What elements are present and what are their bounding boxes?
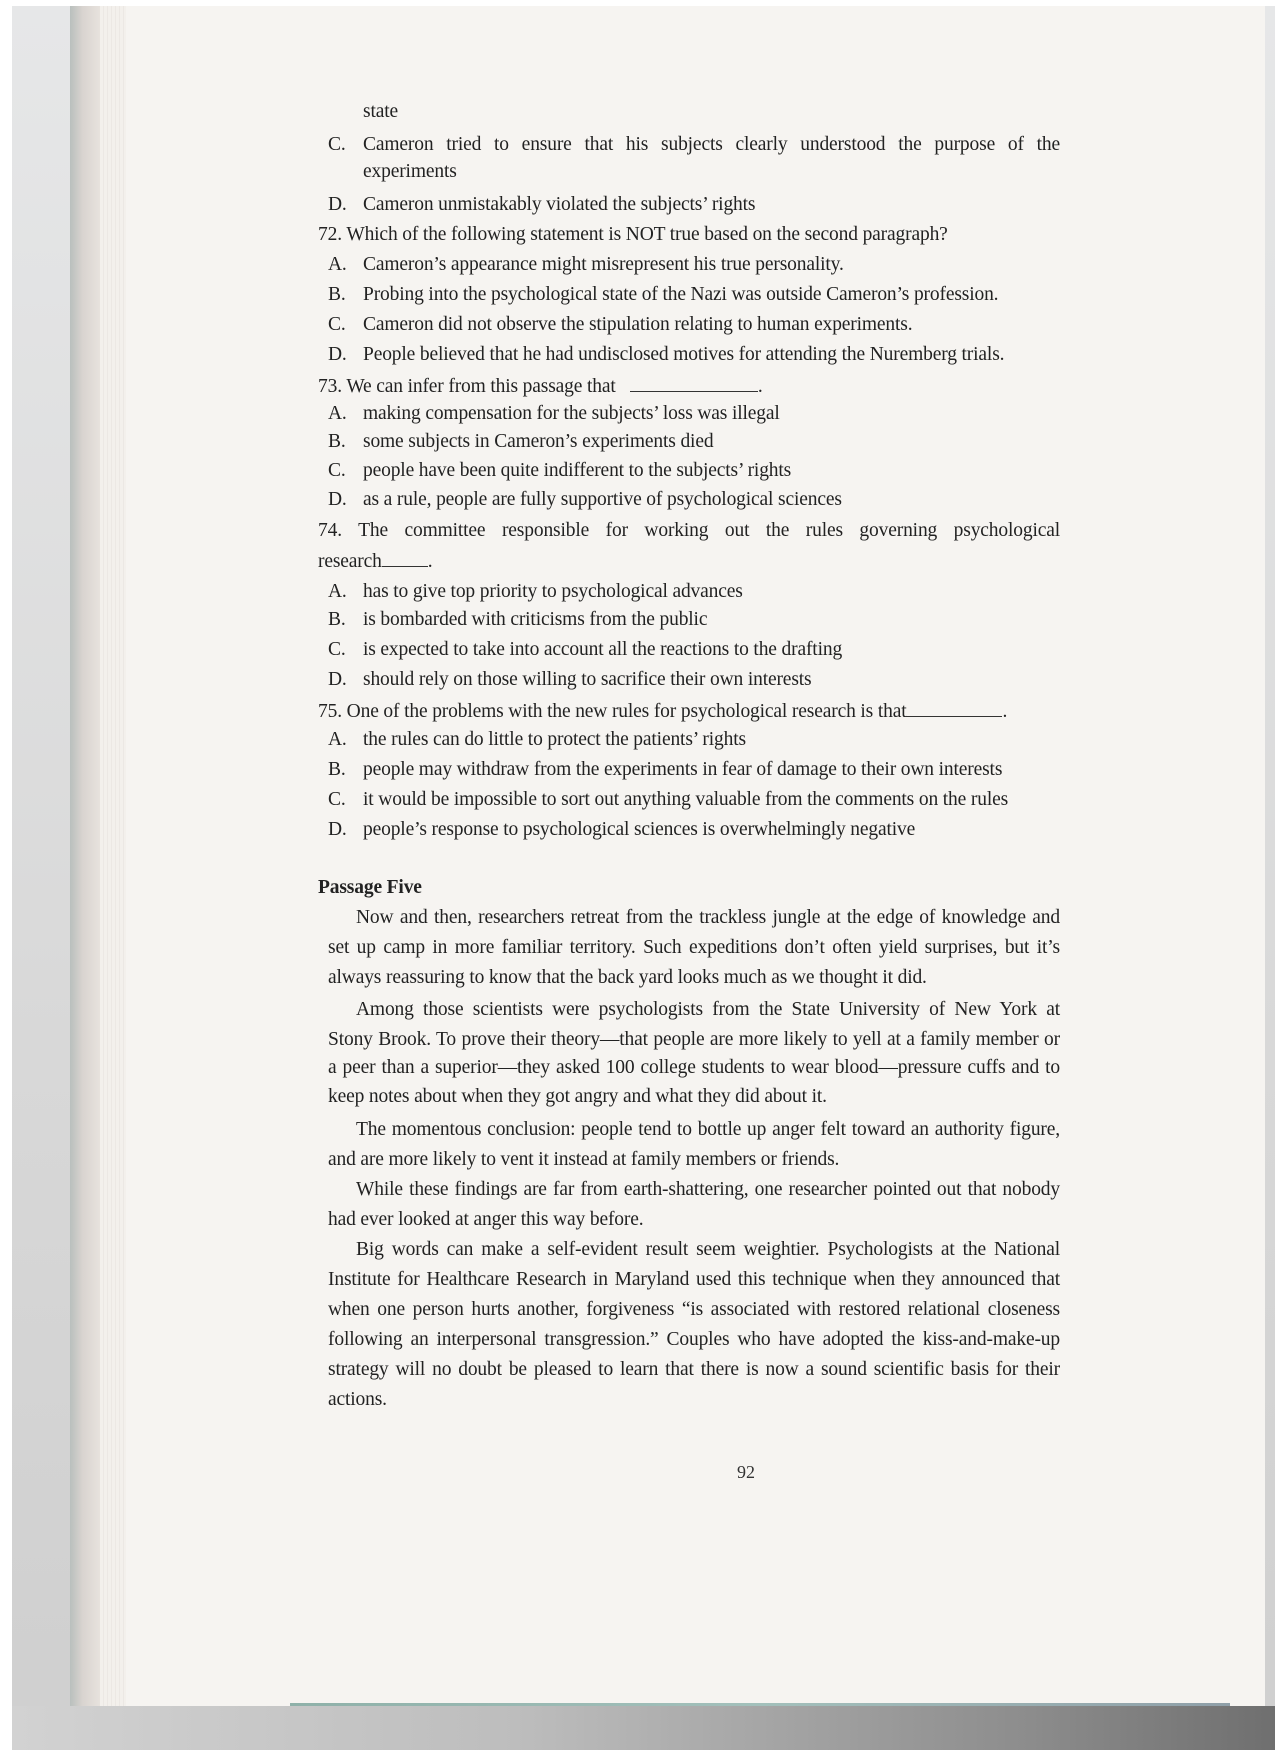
option-text: some subjects in Cameron’s experiments died [363, 431, 714, 452]
question-number: 72. [318, 224, 342, 245]
question-75-stem [318, 698, 1007, 724]
paragraph-line: when one person hurts another, forgiveness “is associated with restored relational closeness [328, 1299, 1060, 1320]
option-text: People believed that he had undisclosed motives for attending the Nuremberg trials. [363, 344, 1005, 365]
paragraph-line: actions. [328, 1389, 387, 1410]
question-74-option-c [328, 638, 842, 662]
question-73-option-b [328, 430, 713, 454]
question-73-option-a [328, 402, 780, 426]
option-label: C. [328, 639, 346, 660]
option-label: C. [328, 460, 346, 481]
carryover-option-d [328, 193, 755, 217]
option-text: Cameron unmistakably violated the subjects’ rights [363, 194, 756, 215]
carryover-option-c [328, 133, 1060, 157]
paragraph-line: following an interpersonal transgression.” Couples who have adopted the kiss-and-make-up [328, 1329, 1060, 1350]
option-label: A. [328, 729, 347, 750]
option-text: it would be impossible to sort out anything valuable from the comments on the rules [363, 789, 1009, 810]
answer-blank [630, 373, 758, 392]
question-72-option-c [328, 313, 912, 337]
option-text: Cameron’s appearance might misrepresent his true personality. [363, 254, 844, 275]
option-label: B. [328, 431, 346, 452]
book-spine [70, 6, 102, 1706]
paragraph-line: Big words can make a self-evident result seem weightier. Psychologists at the National [356, 1239, 1060, 1260]
carryover-option-c-continued: experiments [363, 161, 457, 182]
option-label: D. [328, 819, 347, 840]
paragraph-line: set up camp in more familiar territory. Such expeditions don’t often yield surprises, but it’s [328, 937, 1060, 958]
question-75-option-d [328, 818, 915, 842]
option-text: Cameron did not observe the stipulation relating to human experiments. [363, 314, 913, 335]
option-label: D. [328, 194, 347, 215]
option-text: making compensation for the subjects’ loss was illegal [363, 403, 780, 424]
question-75-option-a [328, 728, 746, 752]
carryover-text: state [363, 101, 398, 122]
option-text: is expected to take into account all the reactions to the drafting [363, 639, 843, 660]
question-75-option-c [328, 788, 1008, 812]
paragraph-line: The momentous conclusion: people tend to bottle up anger felt toward an authority figure, [356, 1119, 1060, 1140]
option-text: has to give top priority to psychological advances [363, 581, 743, 602]
question-number: 74. [318, 520, 342, 541]
option-label: A. [328, 403, 347, 424]
question-74-option-b [328, 608, 707, 632]
question-72-option-a [328, 253, 844, 277]
question-74-stem [318, 519, 1060, 543]
answer-blank [382, 548, 428, 567]
page-number: 92 [737, 1462, 755, 1482]
paragraph-line: Institute for Healthcare Research in Maryland used this technique when they announced that [328, 1269, 1060, 1290]
question-72-option-d [328, 343, 1004, 367]
option-text: people’s response to psychological sciences is overwhelmingly negative [363, 819, 916, 840]
question-73-option-c [328, 459, 791, 483]
stem-period: . [757, 376, 763, 397]
paragraph-line: a peer than a superior—they asked 100 college students to wear blood—pressure cuffs and to [328, 1057, 1060, 1078]
question-number: 75. [318, 701, 342, 722]
question-74-option-d [328, 668, 811, 692]
answer-blank [906, 698, 1002, 717]
passage-title: Passage Five [318, 877, 422, 898]
option-text: people may withdraw from the experiments in fear of damage to their own interests [363, 759, 1003, 780]
question-73-stem [318, 373, 763, 399]
question-number: 73. [318, 376, 342, 397]
option-label: B. [328, 759, 346, 780]
option-text: people have been quite indifferent to the subjects’ rights [363, 460, 792, 481]
scanner-bottom-strip [12, 1706, 1275, 1750]
question-74-stem-continued [318, 548, 432, 574]
option-text: should rely on those willing to sacrifice their own interests [363, 669, 812, 690]
question-75-option-b [328, 758, 1002, 782]
stem-period: . [427, 551, 433, 572]
paragraph-line: Among those scientists were psychologists from the State University of New York at [356, 999, 1060, 1020]
option-text: is bombarded with criticisms from the public [363, 609, 708, 630]
paragraph-line: While these findings are far from earth-shattering, one researcher pointed out that nobody [356, 1179, 1060, 1200]
question-text: We can infer from this passage that [346, 376, 616, 397]
option-label: D. [328, 489, 347, 510]
option-label: C. [328, 314, 346, 335]
paragraph-line: and are more likely to vent it instead at family members or friends. [328, 1149, 840, 1170]
stem-period: . [1002, 701, 1008, 722]
paragraph-line: Now and then, researchers retreat from the trackless jungle at the edge of knowledge and [356, 907, 1060, 928]
paragraph-line: had ever looked at anger this way before. [328, 1209, 644, 1230]
question-72-stem [318, 223, 948, 247]
page-edges [100, 6, 128, 1706]
option-label: D. [328, 344, 347, 365]
question-text: One of the problems with the new rules for psychological research is that [346, 701, 907, 722]
option-label: B. [328, 284, 346, 305]
option-text: Probing into the psychological state of the Nazi was outside Cameron’s profession. [363, 284, 999, 305]
option-label: D. [328, 669, 347, 690]
paragraph-line: strategy will no doubt be pleased to learn that there is now a sound scientific basis for their [328, 1359, 1060, 1380]
question-73-option-d [328, 488, 842, 512]
question-text: The committee responsible for working out the rules governing psychological [358, 520, 1061, 541]
option-text: Cameron tried to ensure that his subjects clearly understood the purpose of the [363, 134, 1060, 155]
option-label: A. [328, 254, 347, 275]
question-text-continued: research [318, 551, 382, 572]
paragraph-line: always reassuring to know that the back yard looks much as we thought it did. [328, 967, 927, 988]
option-label: B. [328, 609, 346, 630]
option-label: C. [328, 134, 346, 155]
question-text: Which of the following statement is NOT true based on the second paragraph? [346, 224, 948, 245]
paragraph-line: keep notes about when they got angry and what they did about it. [328, 1086, 827, 1107]
option-text: as a rule, people are fully supportive of psychological sciences [363, 489, 842, 510]
option-text: the rules can do little to protect the patients’ rights [363, 729, 746, 750]
option-label: C. [328, 789, 346, 810]
paragraph-line: Stony Brook. To prove their theory—that people are more likely to yell at a family member or [328, 1029, 1060, 1050]
question-74-option-a [328, 580, 743, 604]
question-72-option-b [328, 283, 998, 307]
option-label: A. [328, 581, 347, 602]
